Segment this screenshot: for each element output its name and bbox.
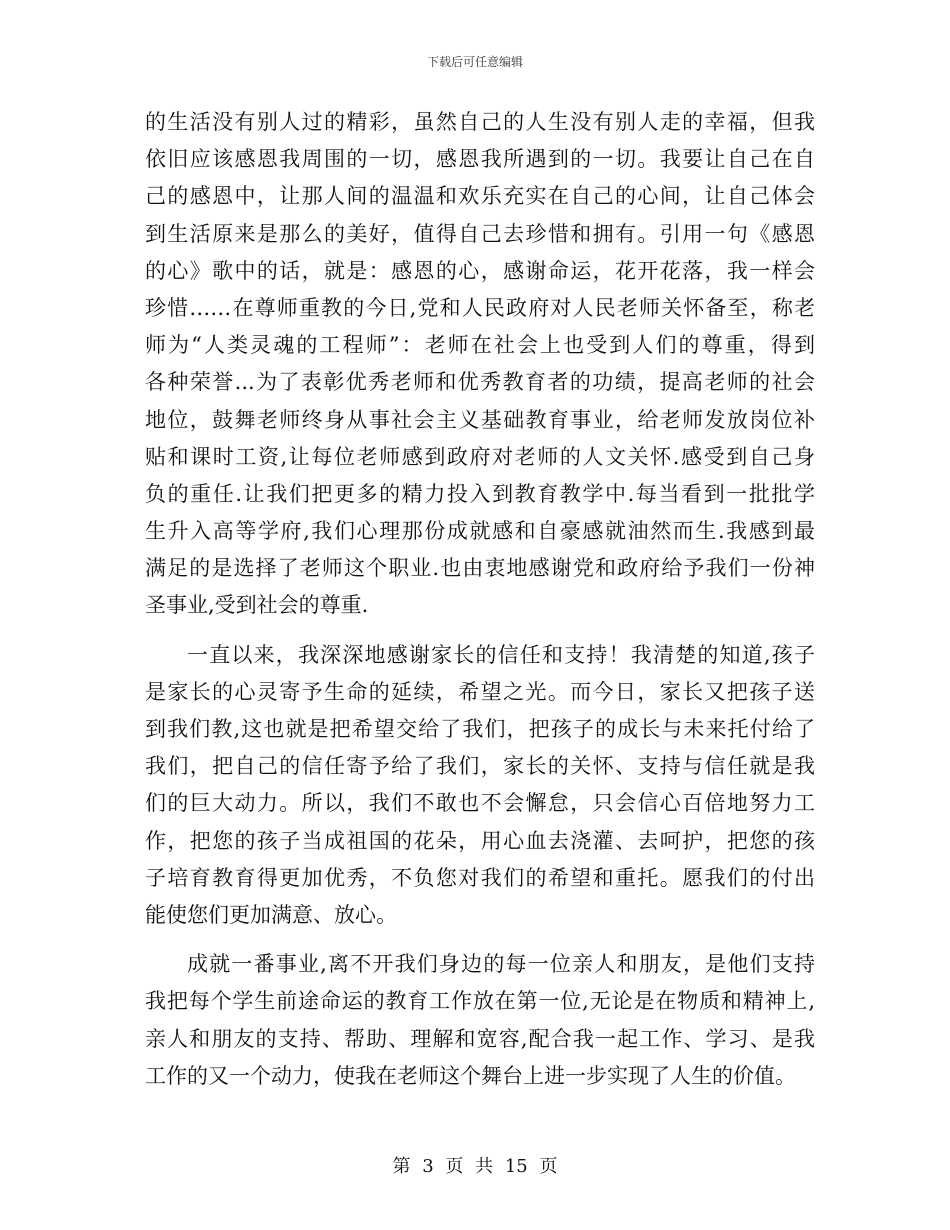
- paragraph: [145, 637, 815, 935]
- text-line: 依旧应该感恩我周围的一切，感恩我所遇到的一切。我要让自己在自: [145, 147, 815, 172]
- text-line: 成就一番事业,离不开我们身边的每一位亲人和朋友，是他们支持: [187, 952, 815, 977]
- text-line: 的心》歌中的话，就是：感恩的心，感谢命运，花开花落，我一样会: [145, 258, 815, 283]
- text-line: 到生活原来是那么的美好，值得自己去珍惜和拥有。引用一句《感恩: [145, 221, 815, 246]
- text-line: 满足的是选择了老师这个职业.也由衷地感谢党和政府给予我们一份神: [145, 556, 815, 581]
- text-line: 生升入高等学府,我们心理那份成就感和自豪感就油然而生.我感到最: [145, 519, 815, 544]
- text-line: 我把每个学生前途命运的教育工作放在第一位,无论是在物质和精神上,: [145, 989, 815, 1014]
- paragraph-gap: [145, 934, 815, 946]
- text-line: 子培育教育得更加优秀，不负您对我们的希望和重托。愿我们的付出: [145, 865, 815, 890]
- text-line: 己的感恩中，让那人间的温温和欢乐充实在自己的心间，让自己体会: [145, 184, 815, 209]
- text-line: 负的重任.让我们把更多的精力投入到教育教学中.每当看到一批批学: [145, 481, 815, 506]
- text-line: 贴和课时工资,让每位老师感到政府对老师的人文关怀.感受到自己身: [145, 444, 815, 469]
- text-line: 到我们教,这也就是把希望交给了我们，把孩子的成长与未来托付给了: [145, 717, 815, 741]
- text-line: 工作的又一个动力，使我在老师这个舞台上进一步实现了人生的价值。: [145, 1063, 796, 1088]
- text-line: 亲人和朋友的支持、帮助、理解和宽容,配合我一起工作、学习、是我: [145, 1026, 815, 1051]
- text-line: 师为“人类灵魂的工程师”：老师在社会上也受到人们的尊重，得到: [145, 333, 815, 358]
- paragraph: [145, 946, 815, 1095]
- text-line: 各种荣誉...为了表彰优秀老师和优秀教育者的功绩，提高老师的社会: [145, 370, 815, 395]
- page-footer: 第 3 页 共 15 页: [392, 1156, 558, 1177]
- text-line: 能使您们更加满意、放心。: [145, 902, 397, 927]
- paragraph-gap: [145, 625, 815, 637]
- text-line: 圣事业,受到社会的尊重.: [145, 593, 369, 618]
- text-line: 们的巨大动力。所以，我们不敢也不会懈怠，只会信心百倍地努力工: [145, 791, 815, 816]
- text-line: 珍惜……在尊师重教的今日,党和人民政府对人民老师关怀备至，称老: [145, 295, 815, 320]
- text-line: 我们，把自己的信任寄予给了我们，家长的关怀、支持与信任就是我: [145, 754, 815, 779]
- text-line: 作，把您的孩子当成祖国的花朵，用心血去浇灌、去呵护，把您的孩: [145, 828, 815, 853]
- paragraph: [145, 104, 815, 625]
- text-line: 地位，鼓舞老师终身从事社会主义基础教育事业，给老师发放岗位补: [145, 407, 815, 432]
- page-header: 下载后可任意编辑: [426, 55, 523, 69]
- document-body: [145, 104, 815, 1095]
- text-line: 一直以来，我深深地感谢家长的信任和支持！我清楚的知道,孩子: [187, 642, 815, 667]
- text-line: 是家长的心灵寄予生命的延续，希望之光。而今日，家长又把孩子送: [145, 679, 815, 704]
- text-line: 的生活没有别人过的精彩，虽然自己的人生没有别人走的幸福，但我: [145, 110, 815, 134]
